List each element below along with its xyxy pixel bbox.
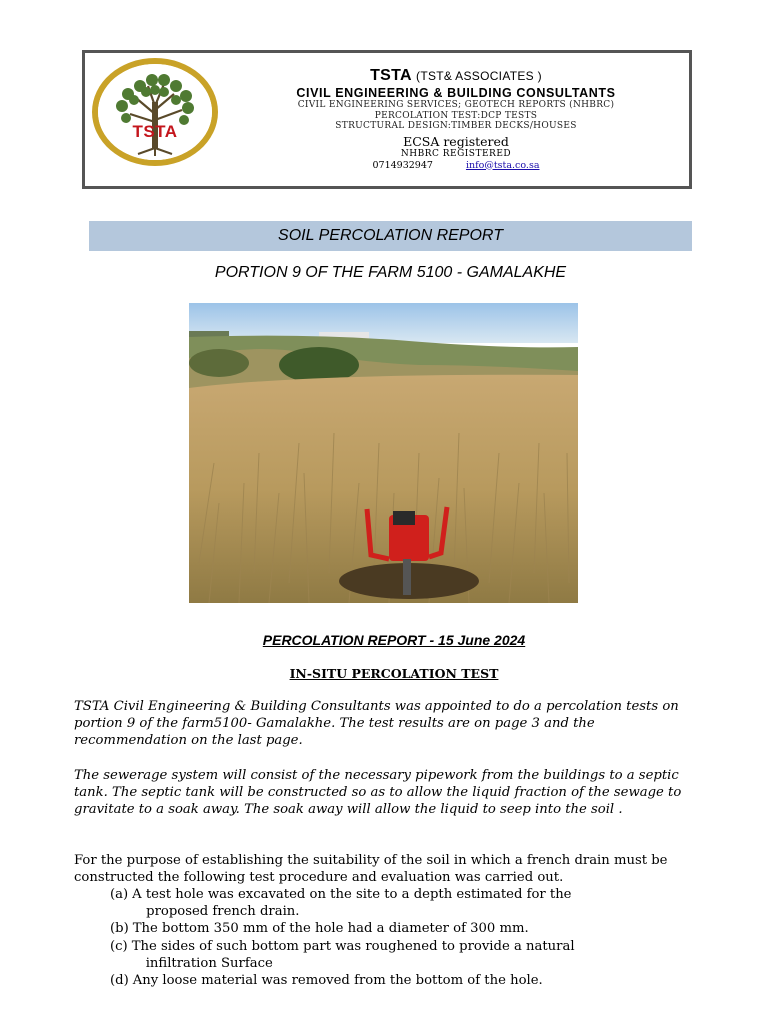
ecsa-registration: ECSA registered [403, 133, 509, 149]
list-item: (a) A test hole was excavated on the site to a depth estimated for the proposed french drain. [110, 887, 572, 920]
list-item: (d) Any loose material was removed from the bottom of the hole. [110, 973, 543, 989]
phone-number: 0714932947 [372, 159, 433, 171]
paragraph-appointment: TSTA Civil Engineering & Building Consultants was appointed to do a percolation tests on portion 9 of the farm5100- Gamalakhe. The test results are on page 3 and the recommendation on the last page. [74, 699, 679, 749]
report-subtitle: PORTION 9 OF THE FARM 5100 - GAMALAKHE [214, 264, 567, 281]
site-photo [189, 303, 578, 603]
logo-text: TSTA [132, 122, 178, 141]
letterhead [82, 50, 692, 189]
company-logo [92, 58, 218, 166]
field-photo-image [189, 303, 578, 603]
services-line-2: PERCOLATION TEST:DCP TESTS [374, 110, 538, 121]
company-subtitle: CIVIL ENGINEERING & BUILDING CONSULTANTS [296, 86, 616, 100]
letterhead-text [225, 67, 687, 171]
list-item: (c) The sides of such bottom part was roughened to provide a natural infiltration Surface [110, 938, 575, 971]
tree-logo-icon [98, 64, 212, 160]
company-name: TSTA (TST& ASSOCIATES ) [370, 67, 542, 84]
list-item: (b) The bottom 350 mm of the hole had a diameter of 300 mm. [110, 921, 529, 937]
nhbrc-registration: NHBRC REGISTERED [400, 148, 512, 159]
report-title: SOIL PERCOLATION REPORT [89, 221, 692, 251]
report-date-heading: PERCOLATION REPORT - 15 June 2024 [262, 632, 526, 648]
procedure-steps [110, 886, 700, 989]
paragraph-sewerage-system: The sewerage system will consist of the necessary pipework from the buildings to a septic tank. The septic tank will be constructed so as to allow the liquid fraction of the sewage to gravitate to a soak away. The soak away will allow the liquid to seep into the soil . [74, 768, 682, 818]
email-link[interactable]: info@tsta.co.sa [465, 159, 540, 171]
contact-line [225, 160, 687, 171]
section-heading: IN-SITU PERCOLATION TEST [289, 666, 499, 681]
paragraph-test-procedure: For the purpose of establishing the suitability of the soil in which a french drain must be constructed the following test procedure and evaluation was carried out. [74, 853, 668, 886]
services-line-3: STRUCTURAL DESIGN:TIMBER DECKS/HOUSES [335, 121, 577, 131]
services-line-1: CIVIL ENGINEERING SERVICES; GEOTECH REPORTS (NHBRC) [297, 100, 615, 110]
